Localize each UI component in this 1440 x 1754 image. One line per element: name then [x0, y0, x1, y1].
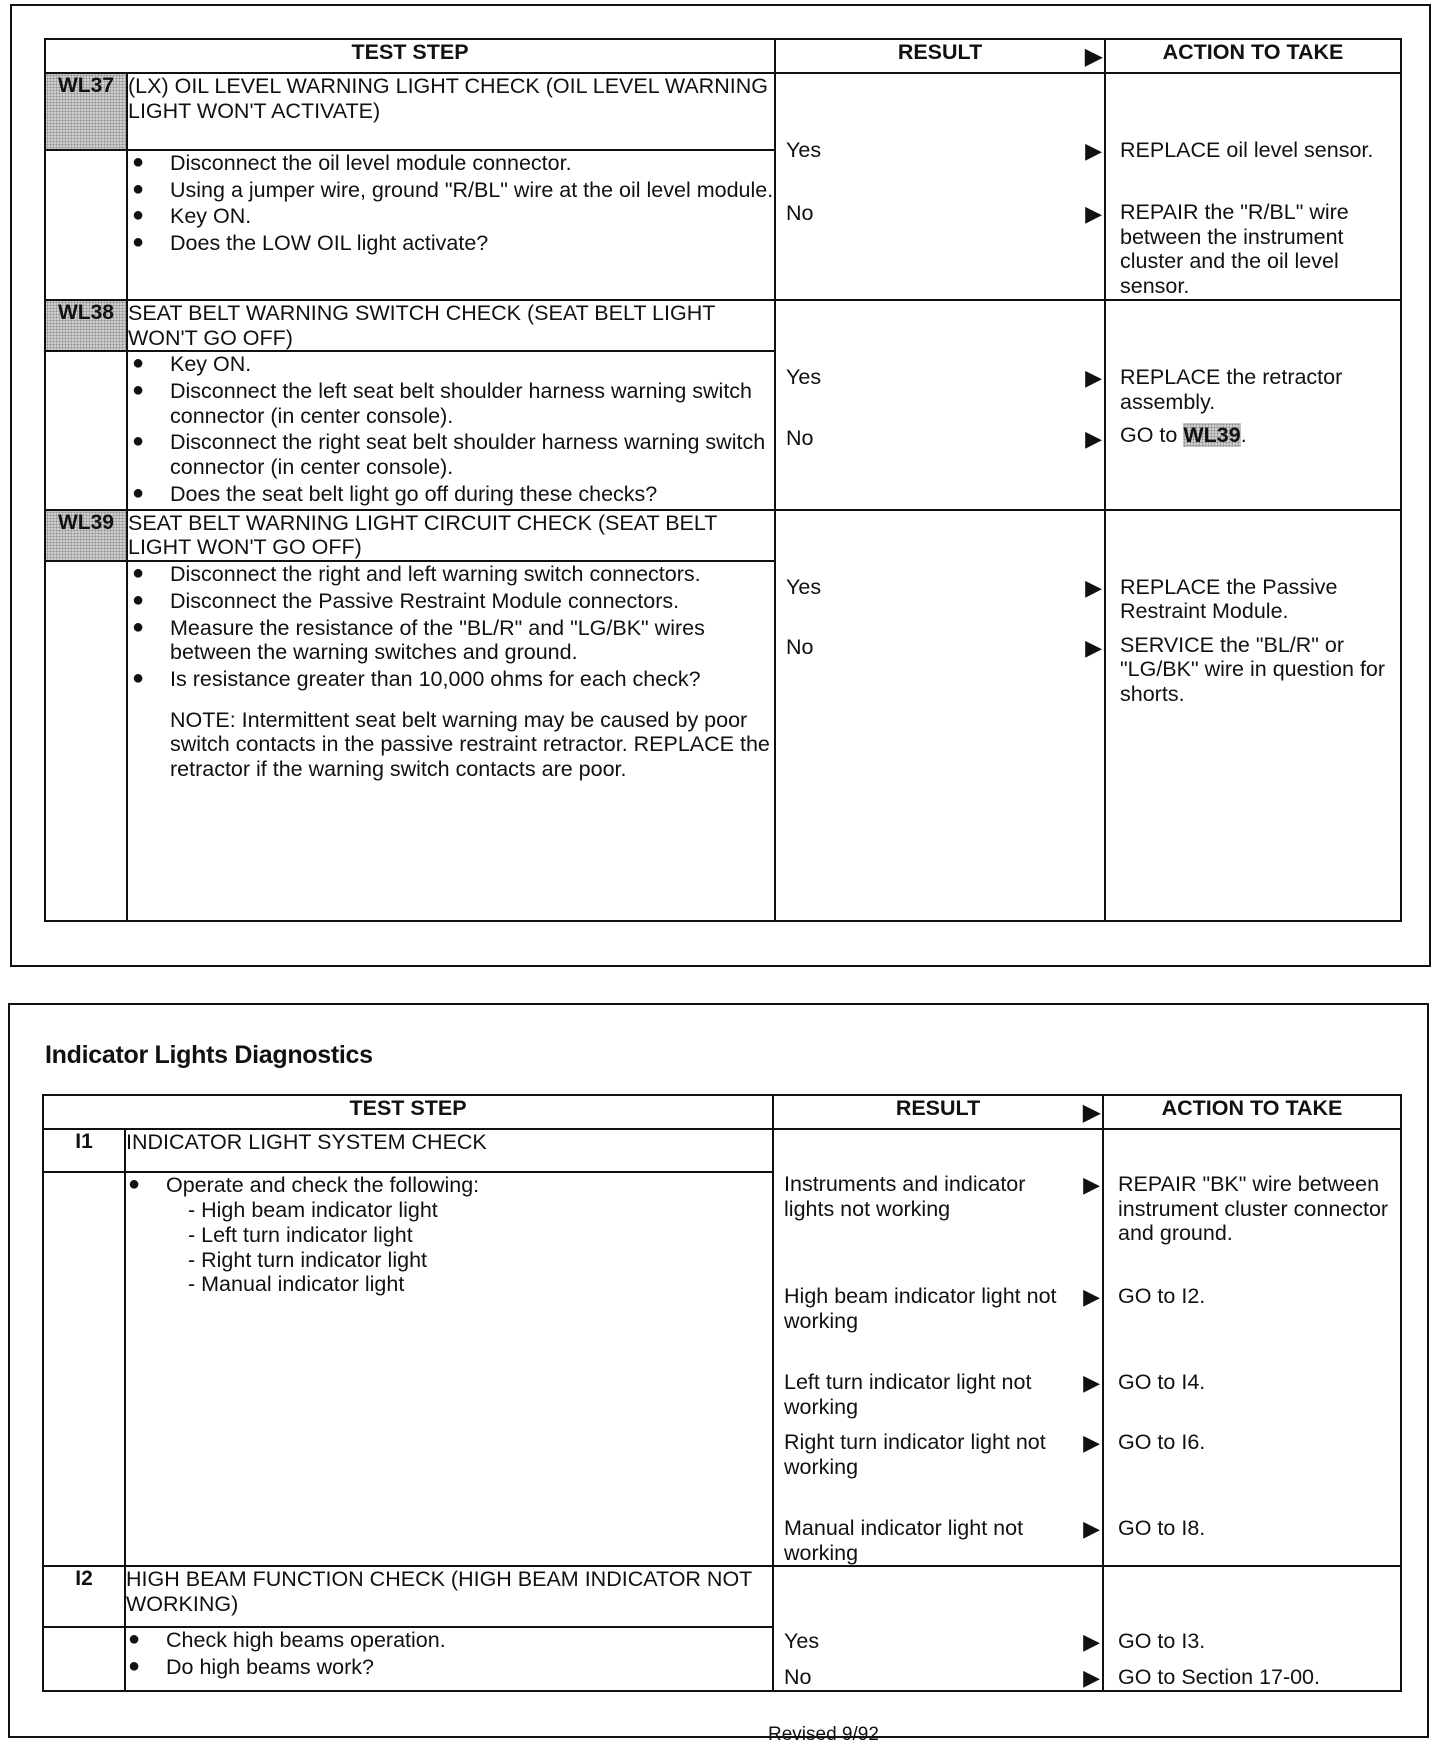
right-triangle-icon: ▶	[1083, 1516, 1101, 1541]
step-id-spacer	[45, 561, 127, 921]
seat-belt-oil-diagnostics-panel	[10, 4, 1431, 967]
bullet-icon: ●	[132, 481, 145, 504]
action-item: GO to I4.	[1118, 1370, 1206, 1394]
result-cell	[775, 510, 1105, 921]
step-instructions	[125, 1627, 773, 1691]
result-item	[774, 1172, 1102, 1284]
step-id-spacer	[43, 1627, 125, 1691]
right-triangle-icon: ▶	[1085, 364, 1103, 390]
right-triangle-icon: ▶	[1085, 635, 1103, 661]
bullet-icon: ●	[128, 1654, 141, 1677]
header-result	[773, 1095, 1103, 1129]
result-item	[776, 365, 1104, 390]
diagnostic-table-2	[42, 1094, 1402, 1692]
header-result-label: RESULT	[897, 40, 983, 64]
action-item: REPAIR "BK" wire between instrument cluster connector and ground.	[1118, 1172, 1389, 1246]
bullet-icon: ●	[132, 588, 145, 611]
result-label: Manual indicator light not working	[784, 1516, 1024, 1565]
sub-item: - Manual indicator light	[188, 1272, 405, 1297]
bullet-icon: ●	[132, 430, 145, 453]
action-item: GO to Section 17-00.	[1118, 1665, 1320, 1690]
right-triangle-icon: ▶	[1085, 574, 1103, 600]
indicator-lights-panel	[8, 1003, 1429, 1738]
action-cell	[1103, 1566, 1401, 1691]
action-item: REPAIR the "R/BL" wire between the instrument cluster and the oil level sensor.	[1120, 200, 1349, 299]
action-item: GO to I3.	[1118, 1629, 1206, 1654]
result-label: No	[786, 425, 814, 450]
step-id-spacer	[45, 150, 127, 300]
bullet-icon: ●	[132, 177, 145, 200]
result-item	[774, 1284, 1102, 1370]
right-triangle-icon: ▶	[1085, 200, 1103, 226]
result-item	[776, 426, 1104, 451]
right-triangle-icon: ▶	[1083, 1665, 1101, 1691]
result-label: Right turn indicator light not working	[784, 1430, 1046, 1479]
bullet-icon: ●	[132, 352, 145, 375]
table-header-row	[43, 1095, 1401, 1129]
step-id-badge: WL38	[45, 300, 127, 351]
bullet-icon: ●	[132, 562, 145, 585]
result-item	[774, 1516, 1102, 1565]
result-label: No	[784, 1665, 812, 1690]
bullet-icon: ●	[132, 231, 145, 254]
result-cell	[773, 1566, 1103, 1691]
bullet-icon: ●	[128, 1628, 141, 1651]
step-id-badge: WL39	[45, 510, 127, 561]
bullet-icon: ●	[132, 615, 145, 638]
list-item: ● Measure the resistance of the "BL/R" and "LG/BK" wires between the warning switches and ground.	[132, 615, 705, 665]
action-cell	[1105, 300, 1401, 510]
step-title: INDICATOR LIGHT SYSTEM CHECK	[125, 1129, 773, 1172]
list-item: ● Disconnect the right seat belt shoulder harness warning switch connector (in center console).	[132, 430, 766, 480]
step-id-spacer	[43, 1172, 125, 1566]
result-item	[776, 201, 1104, 226]
right-triangle-icon: ▶	[1085, 43, 1103, 69]
result-item	[774, 1370, 1102, 1430]
bullet-icon: ●	[132, 379, 145, 402]
step-title-row	[45, 73, 1401, 150]
list-item: ● Check high beams operation.	[128, 1628, 446, 1653]
list-item: ● Disconnect the right and left warning switch connectors.	[132, 562, 701, 587]
result-label: Yes	[786, 574, 822, 599]
step-id-spacer	[45, 351, 127, 509]
step-id-badge: WL37	[45, 73, 127, 150]
result-item	[776, 635, 1104, 660]
result-label: Left turn indicator light not working	[784, 1370, 1032, 1419]
action-item: SERVICE the "BL/R" or "LG/BK" wire in question for shorts.	[1120, 632, 1386, 707]
result-label: No	[786, 200, 814, 225]
header-action: ACTION TO TAKE	[1105, 39, 1401, 73]
bullet-icon: ●	[132, 204, 145, 227]
sub-item: - Left turn indicator light	[188, 1222, 413, 1247]
table-header-row	[45, 39, 1401, 73]
step-reference-link: WL39	[1183, 422, 1241, 447]
step-instructions	[127, 351, 775, 509]
header-result-label: RESULT	[895, 1096, 981, 1120]
list-item: ● Disconnect the left seat belt shoulder harness warning switch connector (in center console).	[132, 379, 753, 428]
action-item: REPLACE oil level sensor.	[1120, 138, 1374, 162]
bullet-icon: ●	[128, 1173, 141, 1196]
step-instructions	[125, 1172, 773, 1566]
step-title-row	[45, 300, 1401, 351]
action-cell	[1103, 1129, 1401, 1566]
step-id-badge: I2	[43, 1566, 125, 1627]
right-triangle-icon: ▶	[1083, 1284, 1101, 1309]
list-item: ● Does the seat belt light go off during these checks?	[132, 481, 658, 506]
result-cell	[775, 300, 1105, 510]
list-item: ● Disconnect the oil level module connector.	[132, 150, 572, 175]
action-item: REPLACE the Passive Restraint Module.	[1120, 574, 1338, 624]
header-action: ACTION TO TAKE	[1103, 1095, 1401, 1129]
right-triangle-icon: ▶	[1083, 1370, 1101, 1395]
diagnostic-table-1	[44, 38, 1402, 922]
action-item: GO to I8.	[1118, 1516, 1206, 1540]
result-cell	[775, 73, 1105, 300]
step-title-row	[43, 1566, 1401, 1627]
right-triangle-icon: ▶	[1083, 1172, 1101, 1197]
action-item: GO to I2.	[1118, 1284, 1206, 1308]
revision-footer: Revised 9/92	[768, 1724, 879, 1745]
bullet-icon: ●	[132, 150, 145, 173]
step-note: NOTE: Intermittent seat belt warning may be caused by poor switch contacts in the passive restraint retractor. REPLACE the retractor if the warning switch contacts are poor.	[170, 707, 770, 782]
step-title-row	[45, 510, 1401, 561]
right-triangle-icon: ▶	[1083, 1629, 1101, 1655]
result-cell	[773, 1129, 1103, 1566]
action-item: REPLACE the retractor assembly.	[1120, 364, 1343, 414]
action-cell	[1105, 73, 1401, 300]
step-title-row	[43, 1129, 1401, 1172]
step-title: (LX) OIL LEVEL WARNING LIGHT CHECK (OIL LEVEL WARNING LIGHT WON'T ACTIVATE)	[127, 73, 775, 150]
action-item: GO to WL39.	[1120, 422, 1247, 447]
step-instructions	[127, 150, 775, 300]
step-title: SEAT BELT WARNING LIGHT CIRCUIT CHECK (SEAT BELT LIGHT WON'T GO OFF)	[127, 510, 775, 561]
result-item	[774, 1430, 1102, 1516]
header-test-step: TEST STEP	[43, 1095, 773, 1129]
result-label: Yes	[786, 364, 822, 389]
result-item	[776, 575, 1104, 600]
result-label: Yes	[784, 1629, 820, 1654]
right-triangle-icon: ▶	[1083, 1099, 1101, 1125]
result-item	[774, 1629, 1102, 1665]
header-test-step: TEST STEP	[45, 39, 775, 73]
result-label: Instruments and indicator lights not working	[784, 1172, 1026, 1221]
right-triangle-icon: ▶	[1085, 425, 1103, 451]
action-item: GO to I6.	[1118, 1430, 1206, 1454]
list-item: ● Key ON.	[132, 352, 252, 377]
action-cell	[1105, 510, 1401, 921]
step-title: SEAT BELT WARNING SWITCH CHECK (SEAT BELT LIGHT WON'T GO OFF)	[127, 300, 775, 351]
step-title: HIGH BEAM FUNCTION CHECK (HIGH BEAM INDICATOR NOT WORKING)	[125, 1566, 773, 1627]
list-item: ● Disconnect the Passive Restraint Module connectors.	[132, 588, 680, 613]
list-item: ● Does the LOW OIL light activate?	[132, 231, 489, 256]
sub-item: - High beam indicator light	[188, 1198, 438, 1223]
list-item: ● Do high beams work?	[128, 1654, 374, 1679]
section-title: Indicator Lights Diagnostics	[45, 1041, 373, 1069]
step-instructions	[127, 561, 775, 921]
header-result	[775, 39, 1105, 73]
right-triangle-icon: ▶	[1085, 138, 1103, 163]
list-item: ● Operate and check the following: - High beam indicator light - Left turn indicator light - Right turn indicator light - Manual indicator light	[166, 1173, 772, 1297]
result-label: Yes	[786, 138, 822, 162]
result-label: No	[786, 635, 814, 660]
list-item: ● Is resistance greater than 10,000 ohms for each check?	[132, 666, 701, 691]
bullet-icon: ●	[132, 666, 145, 689]
sub-item: - Right turn indicator light	[188, 1247, 427, 1272]
result-item	[776, 138, 1104, 163]
step-id-badge: I1	[43, 1129, 125, 1172]
result-label: High beam indicator light not working	[784, 1284, 1057, 1333]
right-triangle-icon: ▶	[1083, 1430, 1101, 1455]
list-item: ● Using a jumper wire, ground "R/BL" wire at the oil level module.	[132, 177, 774, 202]
list-item: ● Key ON.	[132, 204, 252, 229]
result-item	[774, 1665, 1102, 1690]
